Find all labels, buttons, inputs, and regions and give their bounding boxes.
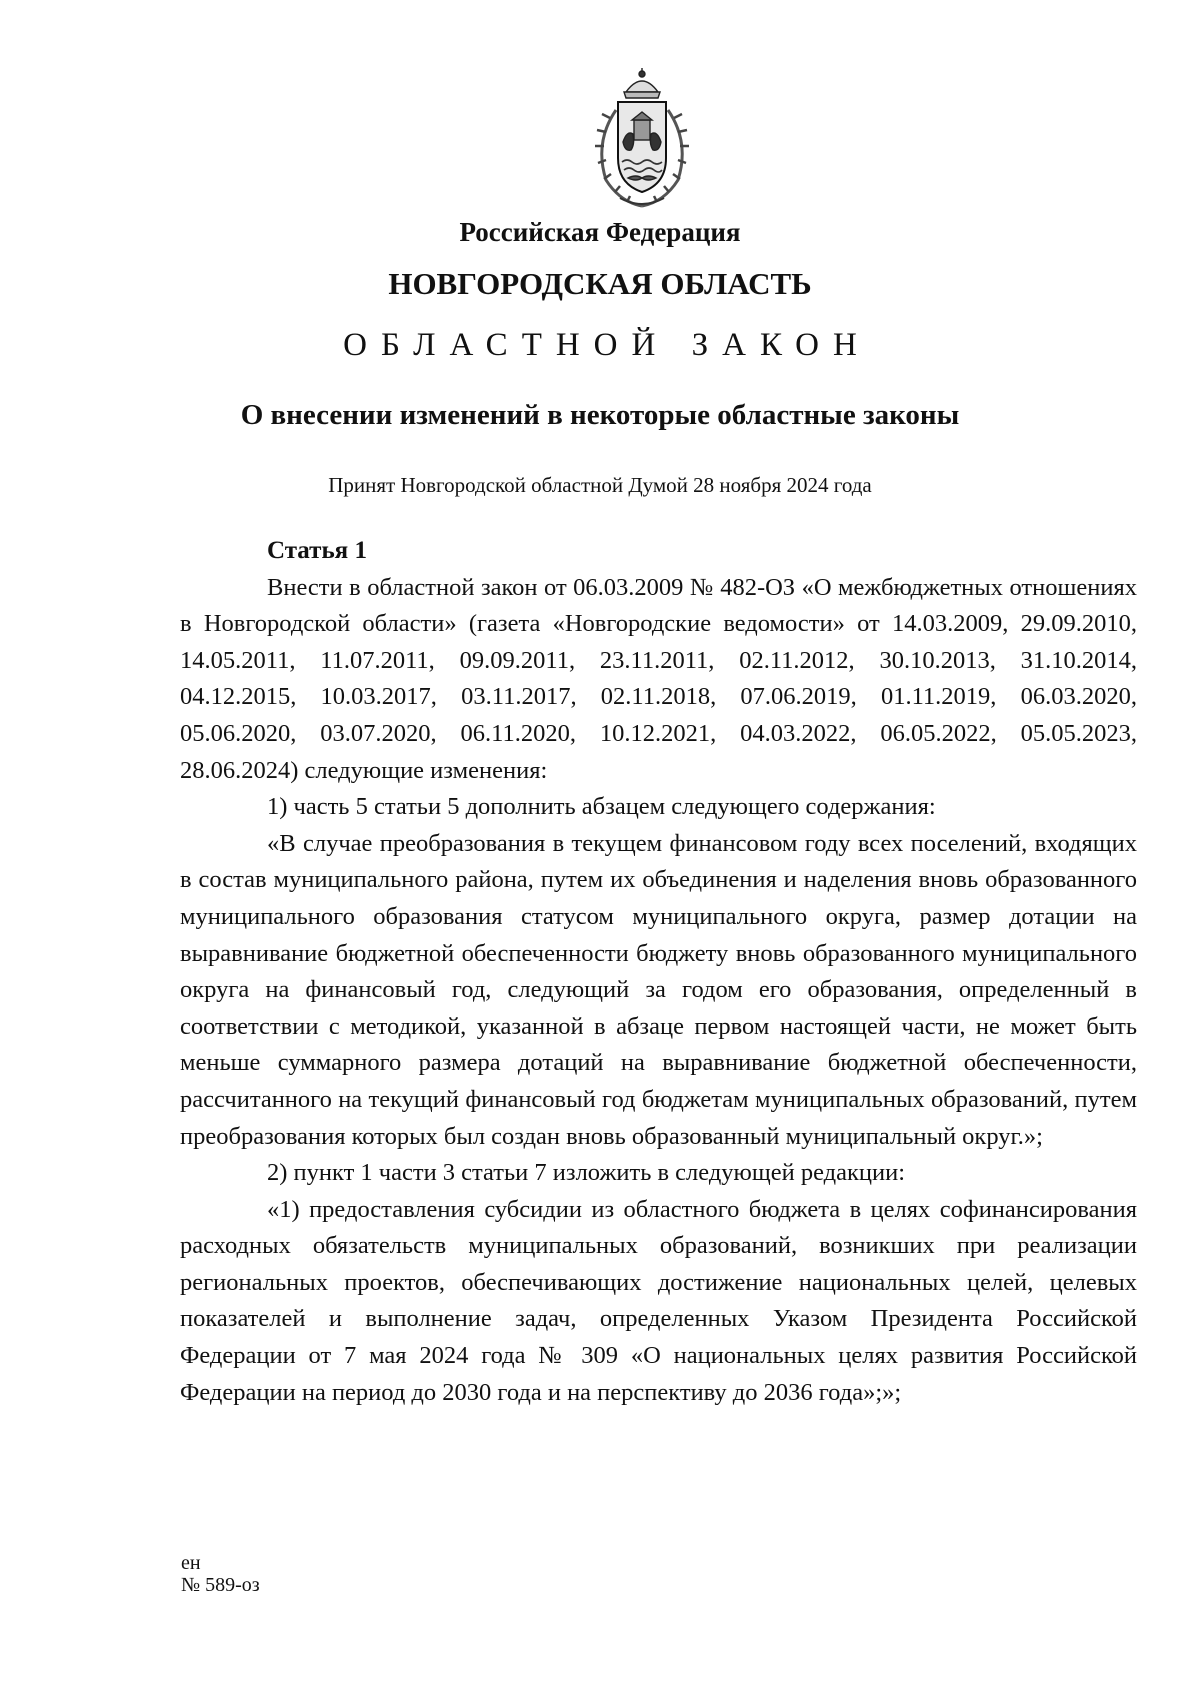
country-name: Российская Федерация (459, 217, 741, 247)
article-paragraph: 2) пункт 1 части 3 статьи 7 изложить в следующей редакции: (267, 1159, 906, 1187)
novgorod-coat-of-arms-icon (576, 62, 708, 212)
law-body (180, 533, 1137, 1411)
article-paragraph: «В случае преобразования в текущем финансовом году всех поселений, входящих в состав муниципального района, путем их объединения и наделения вновь образованного муниципального образования статусом муниципального округа, размер дотации на выравнивание бюджетной обеспеченности бюджету вновь образованного муниципального округа на финансовый год, следующий за годом его образования, определенный в соответствии с методикой, указанной в абзаце первом настоящей части, не может быть меньше суммарного размера дотаций на выравнивание бюджетной обеспеченности, рассчитанного на текущий финансовый год бюджетам муниципальных образований, путем преобразования которых был создан вновь образованный муниципальный округ.»; (180, 829, 1137, 1150)
article-paragraph: Внести в областной закон от 06.03.2009 № 482-ОЗ «О межбюджетных отношениях в Новгородской области» (газета «Новгородские ведомости» от 14.03.2009, 29.09.2010, 14.05.2011, 11.07.2011, 09.09.2011, 23.11.2011, 02.11.2012, 30.10.2013, 31.10.2014, 04.12.2015, 10.03.2017, 03.11.2017, 02.11.2018, 07.06.2019, 01.11.2019, 06.03.2020, 05.06.2020, 03.07.2020, 06.11.2020, 10.12.2021, 04.03.2022, 06.05.2022, 05.05.2023, 28.06.2024) следующие изменения: (180, 573, 1137, 784)
document-footer (181, 1552, 260, 1596)
article-heading: Статья 1 (267, 537, 367, 564)
adoption-note: Принят Новгородской областной Думой 28 ноября 2024 года (328, 473, 872, 497)
article-paragraph: 1) часть 5 статьи 5 дополнить абзацем следующего содержания: (267, 793, 936, 821)
document-type: ОБЛАСТНОЙ ЗАКОН (343, 327, 871, 363)
footer-law-number: № 589-оз (181, 1574, 260, 1596)
law-title: О внесении изменений в некоторые областные законы (240, 399, 960, 431)
article-paragraph: «1) предоставления субсидии из областного бюджета в целях софинансирования расходных обязательств муниципальных образований, возникших при реализации региональных проектов, обеспечивающих достижение национальных целей, целевых показателей и выполнение задач, определенных Указом Президента Российской Федерации от 7 мая 2024 года № 309 «О национальных целях развития Российской Федерации на период до 2030 года и на перспективу до 2036 года»;»; (180, 1195, 1137, 1406)
footer-initials: ен (181, 1552, 201, 1574)
region-name: НОВГОРОДСКАЯ ОБЛАСТЬ (388, 266, 812, 301)
